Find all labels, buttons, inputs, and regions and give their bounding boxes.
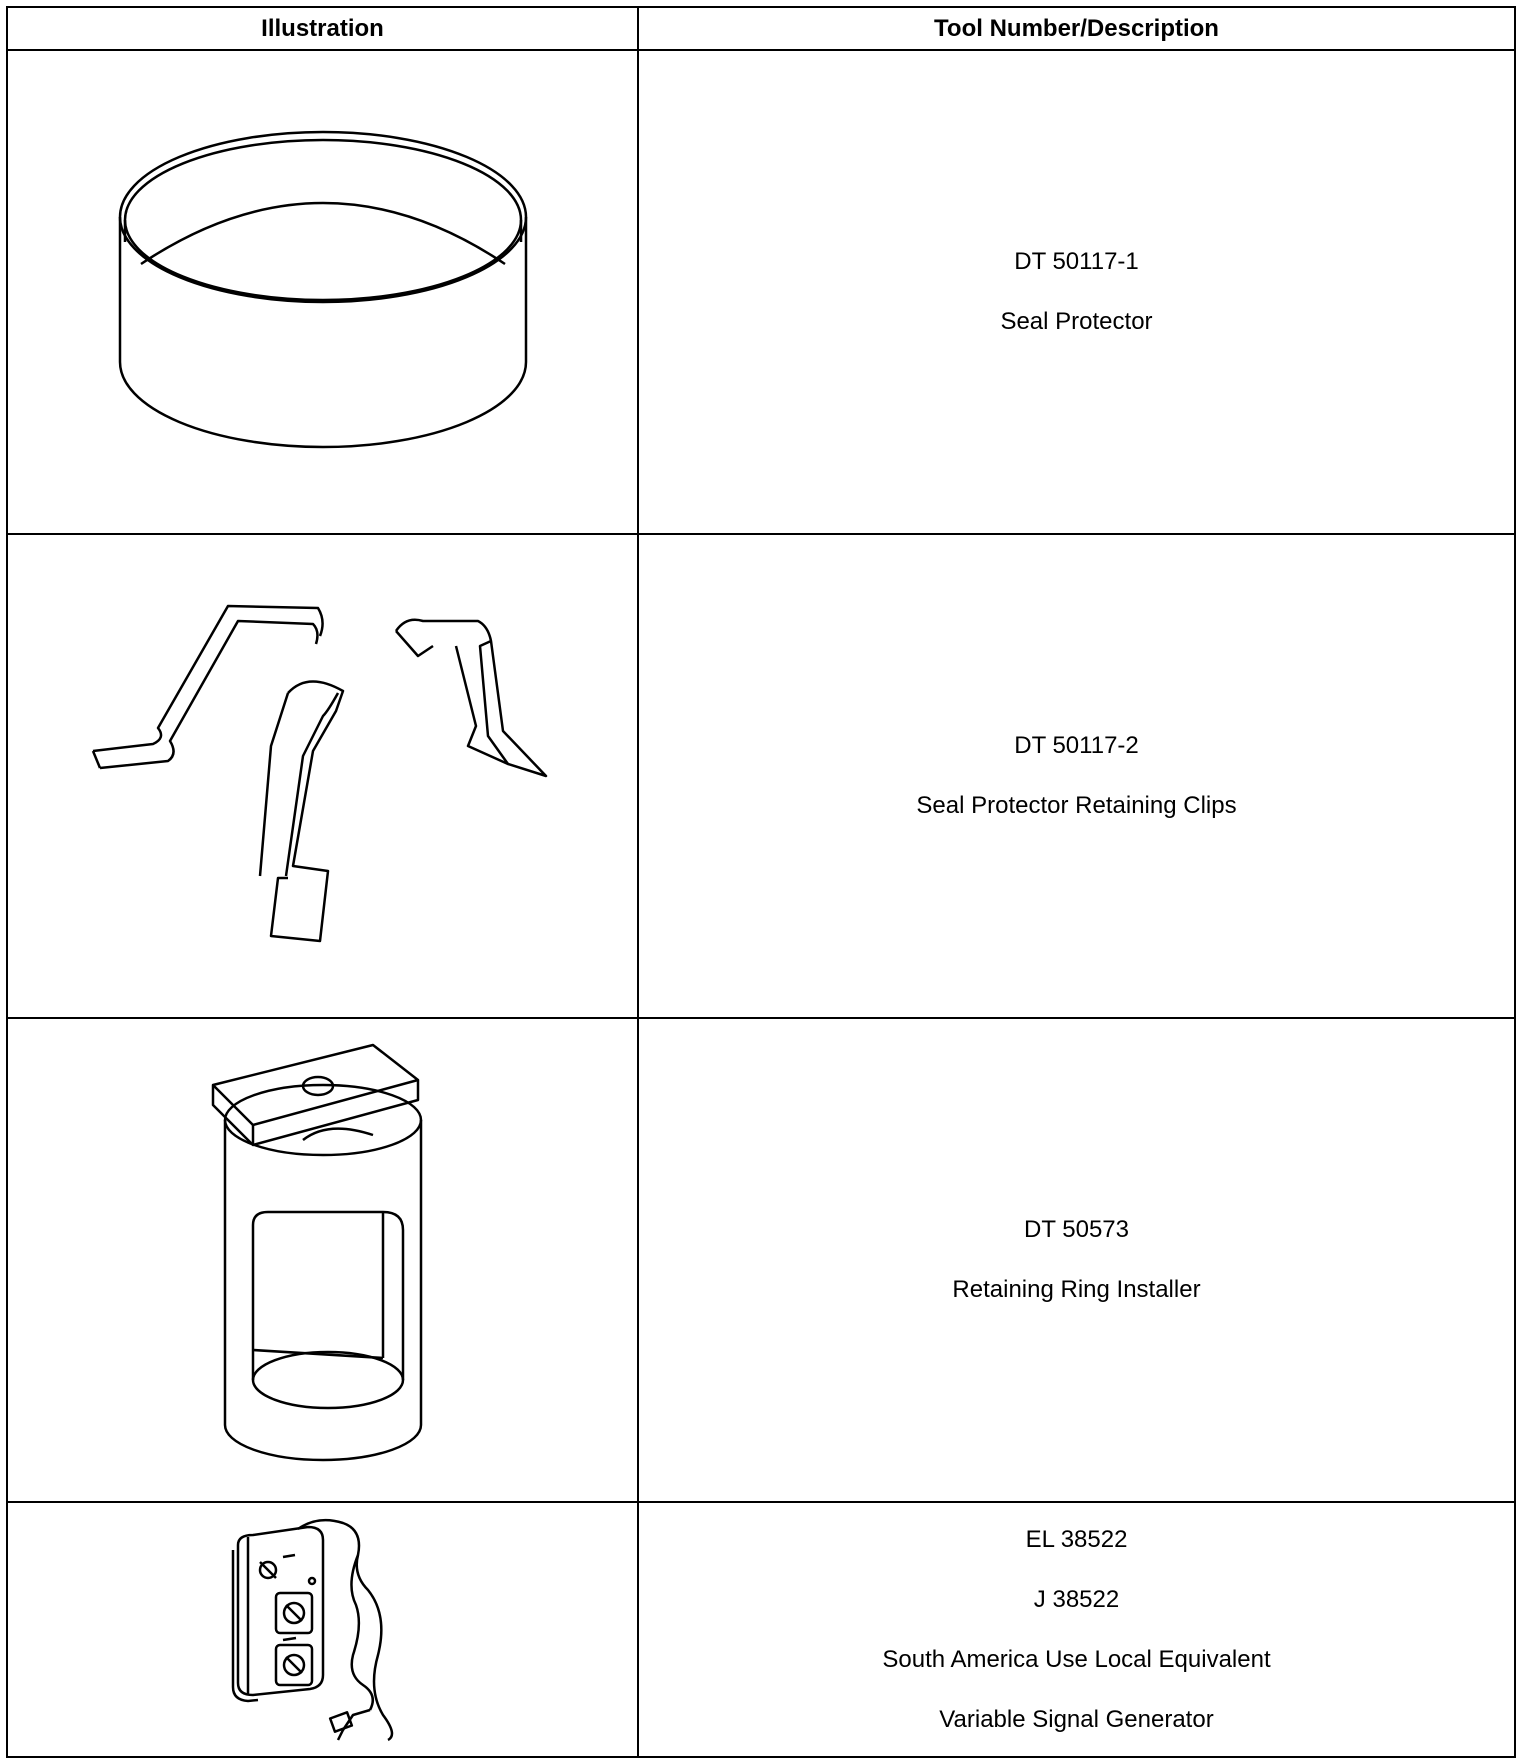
table-row	[7, 50, 1515, 534]
table-row	[7, 1502, 1515, 1757]
description-cell	[638, 1502, 1515, 1757]
header-illustration: Illustration	[7, 7, 638, 50]
tool-number: DT 50117-2	[1014, 732, 1139, 759]
illustration-cell	[7, 534, 638, 1018]
tool-description: Seal Protector	[1000, 308, 1153, 335]
special-tools-table	[6, 6, 1516, 1758]
table-row	[7, 534, 1515, 1018]
tool-description: Variable Signal Generator	[939, 1705, 1214, 1733]
illustration-cell	[7, 1018, 638, 1502]
seal-protector-ring-icon	[113, 122, 533, 462]
table-row	[7, 1018, 1515, 1502]
tool-number: DT 50117-1	[1014, 248, 1139, 275]
retaining-clips-icon	[88, 586, 558, 966]
description-cell	[638, 1018, 1515, 1502]
signal-generator-icon	[228, 1515, 418, 1745]
regional-note: South America Use Local Equivalent	[882, 1645, 1271, 1673]
tool-number: DT 50573	[1024, 1216, 1129, 1243]
tool-number-alt: J 38522	[1033, 1585, 1120, 1613]
tool-number: EL 38522	[1025, 1525, 1128, 1553]
description-cell	[638, 50, 1515, 534]
description-cell	[638, 534, 1515, 1018]
illustration-cell	[7, 50, 638, 534]
illustration-cell	[7, 1502, 638, 1757]
header-tool-description: Tool Number/Description	[638, 7, 1515, 50]
tool-description: Retaining Ring Installer	[952, 1276, 1201, 1303]
header-row	[7, 7, 1515, 50]
ring-installer-icon	[208, 1040, 438, 1480]
tool-description: Seal Protector Retaining Clips	[916, 792, 1237, 819]
